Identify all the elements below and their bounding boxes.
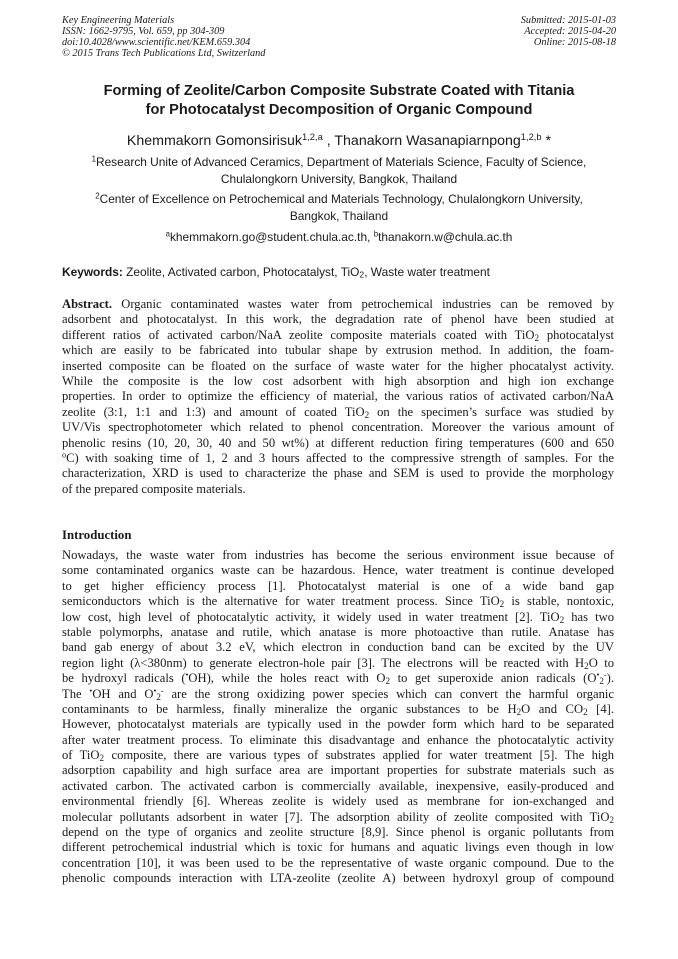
keywords-label: Keywords: <box>62 265 123 279</box>
abstract: Abstract. Organic contaminated wastes water from petrochemical industries can be removed by adsorbent and photocatalyst. In this work, the degradation rate of phenol have been studied at different ratios of activated carbon/NaA zeolite composite materials coated with TiO$_2$ photocatalyst which are easily to be fabricated into tubular shape by extrusion method. In addition, the foam- inserted composite can be floated on the surface of waste water for the higher phocatalyst activity. While the composite is the low cost adsorbent with high absorption and high ion exchange properties. In order to optimize the efficiency of material, the various ratios of activated carbon/NaA zeolite (3:1, 1:1 and 1:3) and amount of coated TiO$_2$ on the specimen’s surface was studied by UV/Vis spectrophotometer which related to phenol concentration. Moreover the various amount of phenolic resins (10, 20, 30, 40 and 50 wt%) at different reduction firing temperatures (600 and 650 $^o$C) with soaking time of 1, 2 and 3 hours affected to the compressive strength of samples. For the characterization, XRD is used to characterize the phase and SEM is used to provide the morphology of the prepared composite materials. <box>62 297 614 496</box>
title-line-1: Forming of Zeolite/Carbon Composite Substrate Coated with Titania <box>103 83 575 99</box>
accepted-date: Accepted: 2015-04-20 <box>524 26 616 37</box>
author-separator: , <box>322 133 335 149</box>
section-heading: Introduction <box>62 528 132 542</box>
author-list <box>40 132 638 150</box>
issn-line: ISSN: 1662-9795, Vol. 659, pp 304-309 <box>62 26 225 37</box>
journal-info <box>62 15 265 59</box>
dates-info <box>521 15 616 48</box>
affiliation-1 <box>60 154 618 188</box>
author-name: Khemmakorn Gomonsirisuk <box>126 133 302 149</box>
author-affil-mark: 1,2,a <box>301 131 323 142</box>
affiliation-2 <box>60 191 618 225</box>
author-name: Thanakorn Wasanapiarnpong <box>334 133 521 149</box>
affil-number: 1 <box>91 154 96 164</box>
affil-text: Chulalongkorn University, Bangkok, Thailand <box>220 172 458 186</box>
title-line-2: for Photocatalyst Decomposition of Organic Compound <box>145 102 533 118</box>
keywords-text: , Waste water treatment <box>364 265 490 279</box>
affil-number: 2 <box>95 191 100 201</box>
email-link[interactable]: thanakorn.w@chula.ac.th <box>378 230 513 244</box>
email-link[interactable]: khemmakorn.go@student.chula.ac.th, <box>169 230 374 244</box>
abstract-label: Abstract. <box>62 297 113 311</box>
journal-name: Key Engineering Materials <box>62 15 175 26</box>
online-date: Online: 2015-08-18 <box>533 37 616 48</box>
affil-text: Bangkok, Thailand <box>289 209 389 223</box>
doi-line: doi:10.4028/www.scientific.net/KEM.659.304 <box>62 37 251 48</box>
paper-title <box>40 82 638 120</box>
copyright-line: © 2015 Trans Tech Publications Ltd, Switzerland <box>62 48 266 59</box>
author-emails <box>60 230 618 245</box>
affil-text: Center of Excellence on Petrochemical and Materials Technology, Chulalongkorn University, <box>99 192 583 206</box>
keywords-text: Zeolite, Activated carbon, Photocatalyst, TiO <box>126 265 360 279</box>
corresponding-mark: * <box>541 133 552 149</box>
email-mark: b <box>373 229 379 239</box>
keywords-subscript: 2 <box>359 269 365 280</box>
affil-text: Research Unite of Advanced Ceramics, Department of Materials Science, Faculty of Science, <box>95 155 587 169</box>
keywords <box>62 265 490 280</box>
email-mark: a <box>165 229 170 239</box>
author-affil-mark: 1,2,b <box>520 131 542 142</box>
submitted-date: Submitted: 2015-01-03 <box>520 15 616 26</box>
introduction-text: Nowadays, the waste water from industries has become the serious environment issue because of some contaminated organics waste can be hazardous. Hence, water treatment is continue developed to get higher efficiency process [1]. Photocatalyst material is one of a wide band gap semiconductors which is the alternative for water treatment process. Since TiO$_2$ is stable, nontoxic, low cost, high level of photocatalytic activity, it widely used in water treatment [2]. TiO$_2$ has two stable polymorphs, anatase and rutile, which anatase is more photoactive than rutile. Anatase has band gab energy of about 3.2 eV, which electron in conduction band can be excited by the UV region light (λ<380nm) to generate electron-hole pair [3]. The electrons will be reacted with $H_2O$ to be hydroxyl radicals (•OH), while the holes react with $O_2$ to get superoxide anion radicals $(O^•_2^-)$. The •OH and $O^•_2^-$ are the strong oxidizing power species which can convert the harmful organic contaminants to be harmless, finally mineralize the organic substances to be $H_2O$ and $CO_2$ [4]. However, photocatalyst materials are typically used in the powder form which hard to be separated after water treatment process. To eliminate this disadvantage and enhance the photocatalytic activity of TiO$_2$ composite, there are various types of substrates applied for water treatment [5]. The high adsorption capability and high surface area are important properties for substrate materials such as activated carbon. The activated carbon is commercially available, inexpensive, easily-produced and environmental friendly [6]. Whereas zeolite is widely used as membrane for ion-exchanged and molecular pollutants adsorbent in water [7]. The adsorption ability of zeolite composited with TiO$_2$ depend on the type of organics and zeolite structure [8,9]. Since phenol is organic pollutants from different petrochemical industrial which is toxic for humans and aquatic livings even though in low concentration [10], it was been used to be the representative of waste organic compound. Due to the phenolic compounds interaction with LTA-zeolite (zeolite A) between hydroxyl group of compound <box>62 548 614 886</box>
